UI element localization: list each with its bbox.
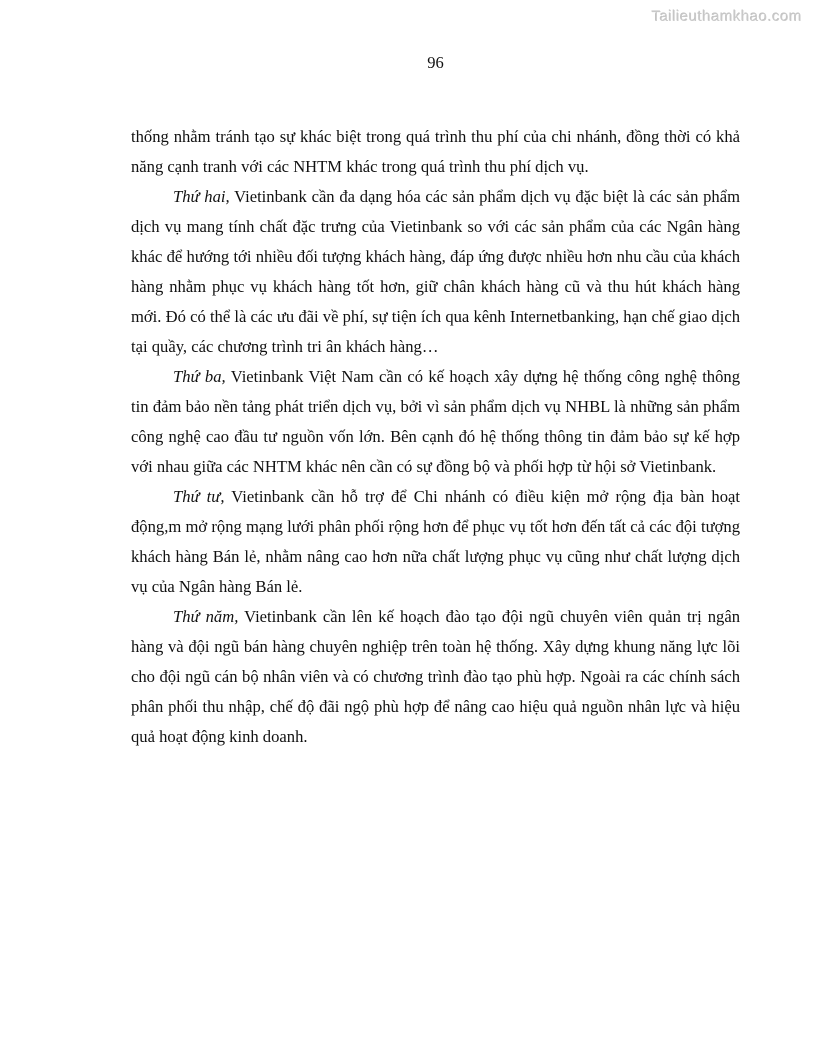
paragraph [131,182,740,362]
paragraph [131,362,740,482]
paragraph [131,122,740,182]
paragraph-lead: Thứ hai, [173,187,230,206]
paragraph [131,602,740,752]
watermark: Tailieuthamkhao.com [651,8,802,25]
document-body [131,122,740,752]
paragraph [131,482,740,602]
paragraph-lead: Thứ năm, [173,607,239,626]
paragraph-text: Vietinbank cần đa dạng hóa các sản phẩm dịch vụ đặc biệt là các sản phẩm dịch vụ mang tính chất đặc trưng của Vietinbank so với các sản phẩm của các Ngân hàng khác để hướng tới nhiều đối tượng khách hàng, đáp ứng được nhiều hơn nhu cầu của khách hàng nhằm phục vụ khách hàng tốt hơn, giữ chân khách hàng cũ và thu hút khách hàng mới. Đó có thể là các ưu đãi về phí, sự tiện ích qua kênh Internetbanking, hạn chế giao dịch tại quầy, các chương trình tri ân khách hàng… [131,187,740,356]
paragraph-text: Vietinbank cần hỗ trợ để Chi nhánh có điều kiện mở rộng địa bàn hoạt động,m mở rộng mạng lưới phân phối rộng hơn để phục vụ tốt hơn đến tất cả các đội tượng khách hàng Bán lẻ, nhằm nâng cao hơn nữa chất lượng phục vụ cũng như chất lượng dịch vụ của Ngân hàng Bán lẻ. [131,487,740,596]
paragraph-text: Vietinbank Việt Nam cần có kế hoạch xây dựng hệ thống công nghệ thông tin đảm bảo nền tảng phát triển dịch vụ, bởi vì sản phẩm dịch vụ NHBL là những sản phẩm công nghệ cao đầu tư nguồn vốn lớn. Bên cạnh đó hệ thống thông tin đảm bảo sự kế hợp với nhau giữa các NHTM khác nên cần có sự đồng bộ và phối hợp từ hội sở Vietinbank. [131,367,740,476]
paragraph-lead: Thứ tư, [173,487,225,506]
paragraph-text: thống nhằm tránh tạo sự khác biệt trong quá trình thu phí của chi nhánh, đồng thời có khả năng cạnh tranh với các NHTM khác trong quá trình thu phí dịch vụ. [131,127,740,176]
page-number: 96 [427,53,444,72]
paragraph-text: Vietinbank cần lên kế hoạch đào tạo đội ngũ chuyên viên quản trị ngân hàng và đội ngũ bán hàng chuyên nghiệp trên toàn hệ thống. Xây dựng khung năng lực lõi cho đội ngũ cán bộ nhân viên và có chương trình đào tạo phù hợp. Ngoài ra các chính sách phân phối thu nhập, chế độ đãi ngộ phù hợp để nâng cao hiệu quả nguồn nhân lực và hiệu quả hoạt động kinh doanh. [131,607,740,746]
paragraph-lead: Thứ ba, [173,367,226,386]
